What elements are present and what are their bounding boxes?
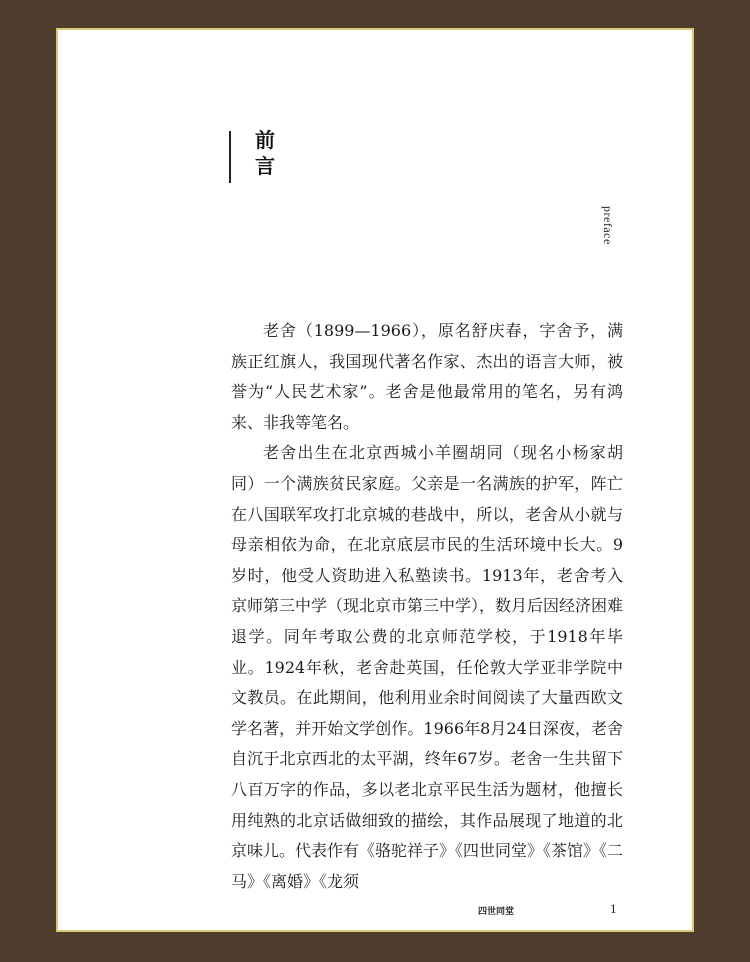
chapter-title-char-2: 言 — [255, 154, 275, 178]
chapter-title — [255, 127, 279, 179]
chapter-subtitle: preface — [601, 206, 615, 245]
running-footer-title: 四世同堂 — [478, 907, 515, 917]
paragraph-2: 老舍出生在北京西城小羊圈胡同（现名小杨家胡同）一个满族贫民家庭。父亲是一名满族的护军，阵亡在八国联军攻打北京城的巷战中，所以，老舍从小就与母亲相依为命，在北京底层市民的生活环境中长大。9岁时，他受人资助进入私塾读书。1913年，老舍考入京师第三中学（现北京市第三中学），数月后因经济困难退学。同年考取公费的北京师范学校，于1918年毕业。1924年秋，老舍赴英国，任伦敦大学亚非学院中文教员。在此期间，他利用业余时间阅读了大量西欧文学名著，并开始文学创作。1966年8月24日深夜，老舍自沉于北京西北的太平湖，终年67岁。老舍一生共留下八百万字的作品，多以老北京平民生活为题材，他擅长用纯熟的北京话做细致的描绘，其作品展现了地道的北京味儿。代表作有《骆驼祥子》《四世同堂》《茶馆》《二马》《离婚》《龙须 — [231, 443, 624, 891]
book-page — [56, 28, 694, 932]
page-number: 1 — [610, 901, 617, 916]
body-text — [231, 316, 623, 897]
chapter-title-char-1: 前 — [255, 128, 275, 152]
paragraph-1: 老舍（1899—1966），原名舒庆春，字舍予，满族正红旗人，我国现代著名作家、杰出的语言大师，被誉为“人民艺术家”。老舍是他最常用的笔名，另有鸿来、非我等笔名。 — [231, 321, 623, 432]
title-accent-bar — [229, 131, 231, 183]
